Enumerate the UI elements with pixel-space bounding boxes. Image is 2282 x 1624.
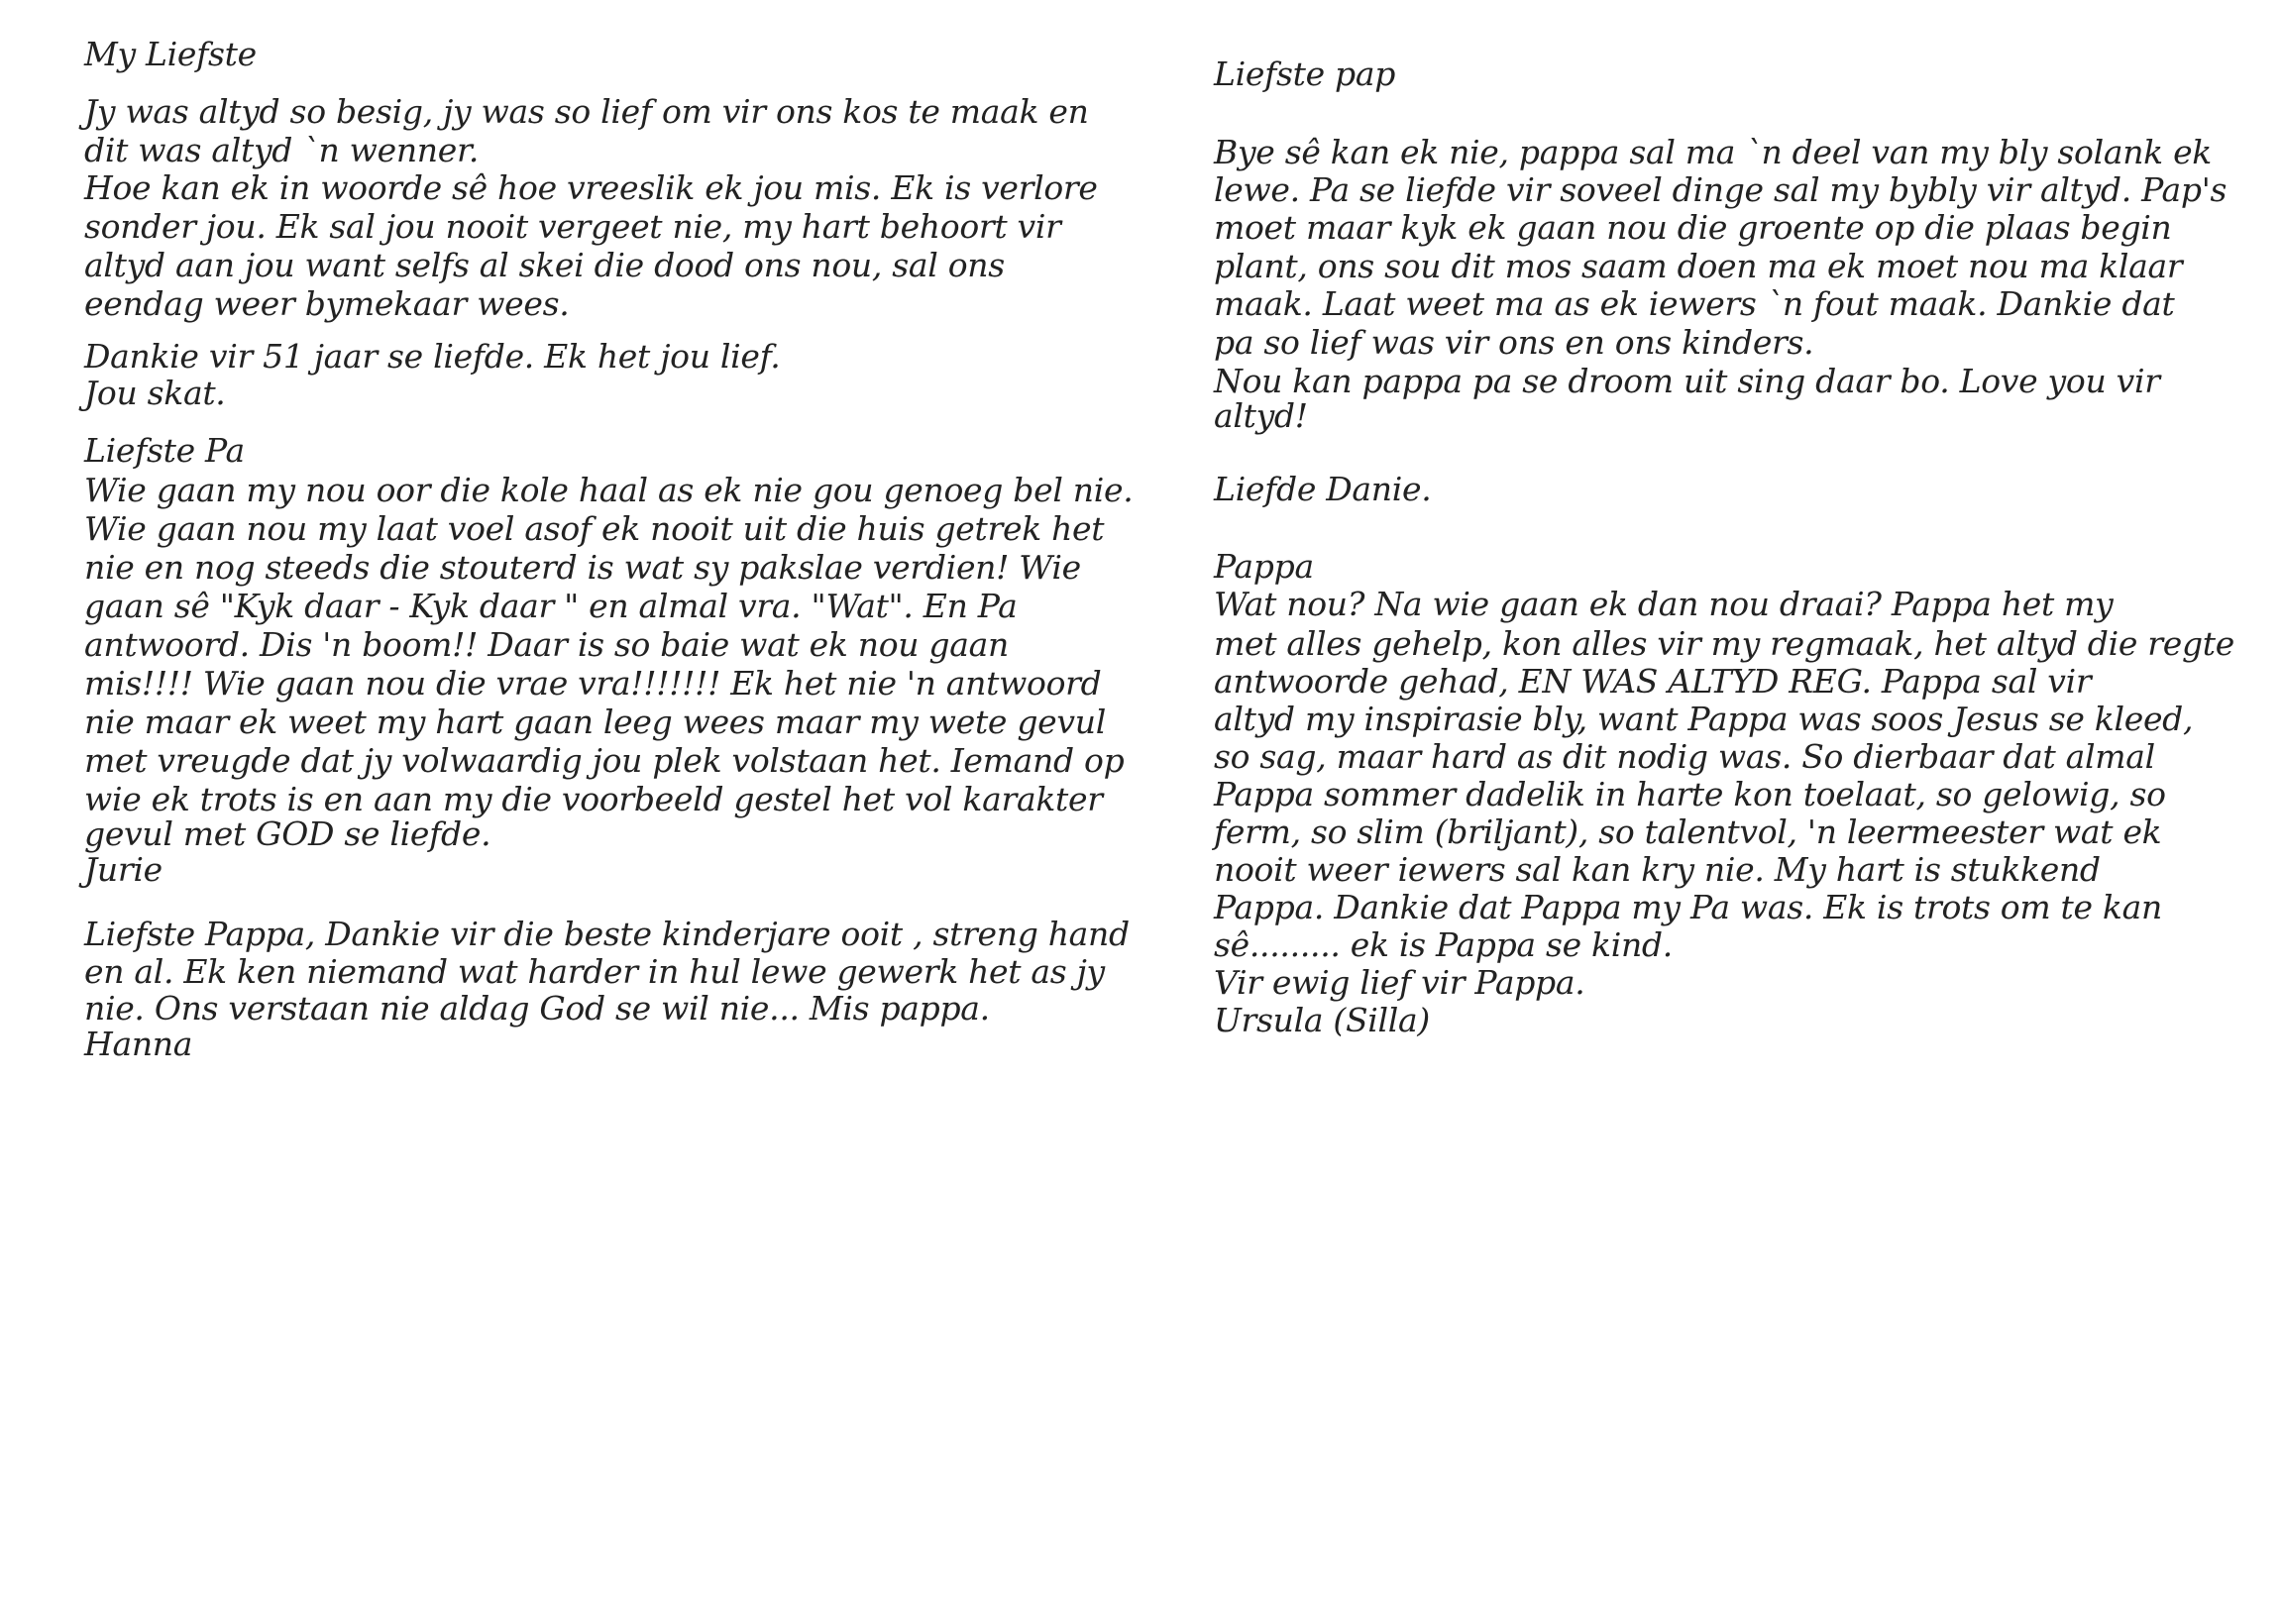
text-line: nie en nog steeds die stouterd is wat sy pakslae verdien! Wie [84, 548, 1081, 587]
text-line: altyd aan jou want selfs al skei die dood ons nou, sal ons [84, 246, 1005, 284]
text-line: nooit weer iewers sal kan kry nie. My hart is stukkend [1214, 850, 2101, 889]
greeting-my-liefste: My Liefste [84, 35, 257, 73]
signature-liefde-danie: Liefde Danie. [1214, 470, 1432, 508]
text-line: Jy was altyd so besig, jy was so lief om vir ons kos te maak en [84, 92, 1089, 131]
text-line: Wie gaan nou my laat voel asof ek nooit uit die huis getrek het [84, 509, 1105, 548]
text-line: Wie gaan my nou oor die kole haal as ek nie gou genoeg bel nie. [84, 471, 1134, 509]
text-line: moet maar kyk ek gaan nou die groente op die plaas begin [1214, 208, 2172, 247]
text-line: Hoe kan ek in woorde sê hoe vreeslik ek jou mis. Ek is verlore [84, 168, 1098, 207]
text-line: sê......... ek is Pappa se kind. [1214, 925, 1673, 964]
text-line: Liefste Pappa, Dankie vir die beste kinderjare ooit , streng hand [84, 915, 1130, 953]
text-line: so sag, maar hard as dit nodig was. So dierbaar dat almal [1214, 737, 2155, 776]
greeting-liefste-pa: Liefste Pa [84, 431, 245, 470]
text-line: maak. Laat weet ma as ek iewers `n fout maak. Dankie dat [1214, 284, 2175, 323]
text-line: Vir ewig lief vir Pappa. [1214, 963, 1585, 1002]
text-line: Bye sê kan ek nie, pappa sal ma `n deel van my bly solank ek [1214, 133, 2212, 171]
text-line: Pappa. Dankie dat Pappa my Pa was. Ek is trots om te kan [1214, 888, 2162, 926]
text-line: gevul met GOD se liefde. [84, 814, 491, 853]
text-line: mis!!!! Wie gaan nou die vrae vra!!!!!!! Ek het nie 'n antwoord [84, 664, 1102, 703]
text-line: en al. Ek ken niemand wat harder in hul lewe gewerk het as jy [84, 952, 1105, 991]
text-line: Wat nou? Na wie gaan ek dan nou draai? Pappa het my [1214, 585, 2114, 623]
text-line: wie ek trots is en aan my die voorbeeld gestel het vol karakter [84, 780, 1103, 818]
greeting-liefste-pap: Liefste pap [1214, 54, 1396, 93]
text-line: ferm, so slim (briljant), so talentvol, 'n leermeester wat ek [1214, 812, 2162, 851]
greeting-pappa: Pappa [1214, 547, 1314, 586]
text-line: altyd! [1214, 396, 1308, 435]
text-line: altyd my inspirasie bly, want Pappa was soos Jesus se kleed, [1214, 700, 2194, 738]
text-line: gaan sê "Kyk daar - Kyk daar " en almal vra. "Wat". En Pa [84, 587, 1018, 625]
text-line: antwoord. Dis 'n boom!! Daar is so baie wat ek nou gaan [84, 625, 1009, 664]
text-line: met vreugde dat jy volwaardig jou plek volstaan het. Iemand op [84, 741, 1125, 780]
text-line: Nou kan pappa pa se droom uit sing daar bo. Love you vir [1214, 362, 2160, 400]
signature-jou-skat: Jou skat. [84, 374, 226, 412]
signature-jurie: Jurie [84, 850, 163, 889]
text-line: nie maar ek weet my hart gaan leeg wees maar my wete gevul [84, 703, 1106, 741]
text-line: met alles gehelp, kon alles vir my regmaak, het altyd die regte [1214, 624, 2234, 663]
text-line: Dankie vir 51 jaar se liefde. Ek het jou lief. [84, 337, 781, 376]
text-line: plant, ons sou dit mos saam doen ma ek moet nou ma klaar [1214, 247, 2183, 285]
signature-hanna: Hanna [84, 1025, 193, 1063]
text-line: Pappa sommer dadelik in harte kon toelaat, so gelowig, so [1214, 775, 2166, 813]
text-line: antwoorde gehad, EN WAS ALTYD REG. Pappa sal vir [1214, 662, 2092, 701]
text-line: lewe. Pa se liefde vir soveel dinge sal my bybly vir altyd. Pap's [1214, 170, 2228, 209]
text-line: pa so lief was vir ons en ons kinders. [1214, 323, 1814, 362]
signature-ursula: Ursula (Silla) [1214, 1001, 1430, 1039]
text-line: dit was altyd `n wenner. [84, 131, 480, 169]
text-line: eendag weer bymekaar wees. [84, 284, 570, 323]
text-line: sonder jou. Ek sal jou nooit vergeet nie, my hart behoort vir [84, 207, 1061, 246]
text-line: nie. Ons verstaan nie aldag God se wil nie... Mis pappa. [84, 989, 990, 1028]
